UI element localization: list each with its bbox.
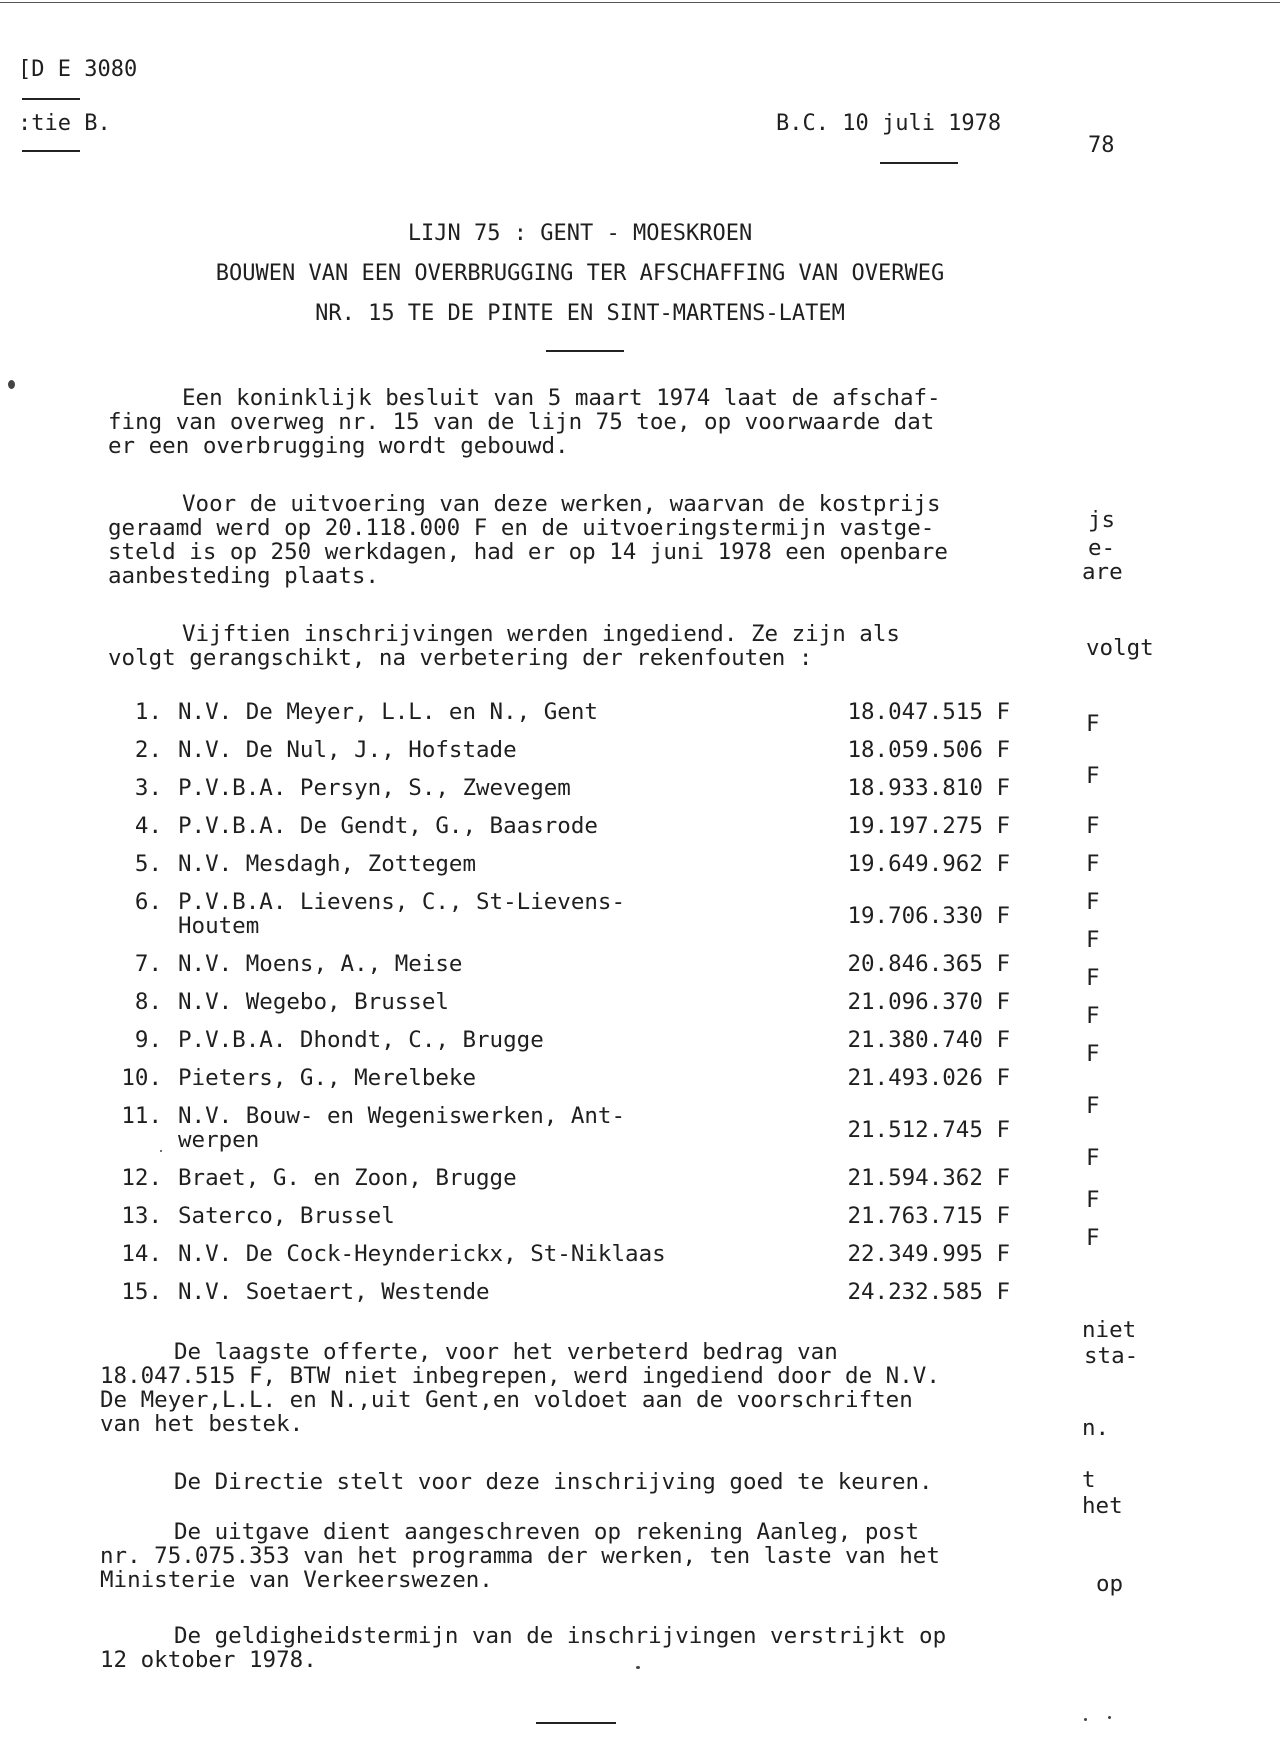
bid-rank: 7. (134, 951, 162, 977)
margin-fragment: t (1082, 1467, 1096, 1493)
bid-amount: 18.059.506 F (847, 737, 1010, 763)
scan-speck (1108, 1716, 1111, 1719)
paragraph-line: nr. 75.075.353 van het programma der werken, ten laste van het (100, 1543, 940, 1569)
bidder-name: N.V. Soetaert, Westende (178, 1279, 490, 1305)
title-line-2: BOUWEN VAN EEN OVERBRUGGING TER AFSCHAFFING VAN OVERWEG (215, 261, 945, 286)
bid-amount: 19.706.330 F (847, 903, 1010, 929)
section-label: :tie B. (18, 111, 111, 136)
scan-speck (160, 1150, 162, 1152)
margin-fragment: js (1088, 507, 1116, 533)
paragraph-line: Ministerie van Verkeerswezen. (100, 1567, 493, 1593)
margin-fragment: F (1086, 1187, 1100, 1213)
bid-rank: 3. (134, 775, 162, 801)
paragraph-line: 12 oktober 1978. (100, 1647, 317, 1673)
bid-rank: 6. (134, 889, 162, 915)
bid-amount: 19.649.962 F (847, 851, 1010, 877)
bidder-name: Braet, G. en Zoon, Brugge (178, 1165, 517, 1191)
bid-rank: 5. (134, 851, 162, 877)
paragraph-line: geraamd werd op 20.118.000 F en de uitvoeringstermijn vastge- (108, 515, 935, 541)
bidder-name: P.V.B.A. De Gendt, G., Baasrode (178, 813, 598, 839)
paragraph-line: 18.047.515 F, BTW niet inbegrepen, werd ingediend door de N.V. (100, 1363, 940, 1389)
margin-fragment: F (1086, 927, 1100, 953)
scan-speck (8, 380, 15, 389)
bidder-name: N.V. Mesdagh, Zottegem (178, 851, 477, 877)
bidder-name: N.V. De Cock-Heynderickx, St-Niklaas (178, 1241, 666, 1267)
margin-fragment: F (1086, 763, 1100, 789)
title-line-1: LIJN 75 : GENT - MOESKROEN (407, 221, 753, 246)
bidder-name: Houtem (178, 913, 260, 939)
bid-rank: 14. (121, 1241, 162, 1267)
margin-fragment: niet (1082, 1317, 1137, 1343)
bidder-name: Pieters, G., Merelbeke (178, 1065, 477, 1091)
paragraph-line: volgt gerangschikt, na verbetering der rekenfouten : (108, 645, 813, 671)
bid-amount: 18.933.810 F (847, 775, 1010, 801)
paragraph-line: De uitgave dient aangeschreven op rekening Aanleg, post (174, 1519, 920, 1545)
bidder-name: N.V. De Nul, J., Hofstade (178, 737, 517, 763)
document-id: [D E 3080 (18, 57, 138, 82)
bid-amount: 21.512.745 F (847, 1117, 1010, 1143)
margin-fragment: F (1086, 1093, 1100, 1119)
bid-rank: 4. (134, 813, 162, 839)
paragraph-line: van het bestek. (100, 1411, 304, 1437)
bid-amount: 19.197.275 F (847, 813, 1010, 839)
bid-rank: 15. (121, 1279, 162, 1305)
margin-fragment: het (1082, 1493, 1123, 1519)
paragraph-line: Vijftien inschrijvingen werden ingediend. Ze zijn als (182, 621, 900, 647)
margin-fragment: n. (1082, 1415, 1110, 1441)
bid-rank: 1. (134, 699, 162, 725)
margin-fragment: e- (1088, 535, 1116, 561)
bidder-name: P.V.B.A. Lievens, C., St-Lievens- (178, 889, 626, 915)
bid-rank: 11. (121, 1103, 162, 1129)
bid-rank: 10. (121, 1065, 162, 1091)
bidder-name: N.V. De Meyer, L.L. en N., Gent (178, 699, 598, 725)
margin-fragment: F (1086, 965, 1100, 991)
header-rule (22, 150, 80, 152)
page-top-edge (0, 2, 1280, 3)
bid-amount: 21.594.362 F (847, 1165, 1010, 1191)
document-date: B.C. 10 juli 1978 (776, 111, 1002, 136)
margin-fragment: F (1086, 1003, 1100, 1029)
bid-rank: 8. (134, 989, 162, 1015)
paragraph-line: Een koninklijk besluit van 5 maart 1974 laat de afschaf- (182, 385, 941, 411)
margin-fragment: sta- (1084, 1343, 1139, 1369)
bid-amount: 22.349.995 F (847, 1241, 1010, 1267)
bid-amount: 21.763.715 F (847, 1203, 1010, 1229)
paragraph-line: Voor de uitvoering van deze werken, waarvan de kostprijs (182, 491, 941, 517)
bid-rank: 13. (121, 1203, 162, 1229)
paragraph-line: er een overbrugging wordt gebouwd. (108, 433, 569, 459)
paragraph-line: De Directie stelt voor deze inschrijving goed te keuren. (174, 1469, 933, 1495)
bid-rank: 2. (134, 737, 162, 763)
title-line-3: NR. 15 TE DE PINTE EN SINT-MARTENS-LATEM (315, 301, 845, 326)
paragraph-line: De laagste offerte, voor het verbeterd bedrag van (174, 1339, 838, 1365)
margin-fragment: F (1086, 813, 1100, 839)
bid-amount: 21.380.740 F (847, 1027, 1010, 1053)
margin-fragment: F (1086, 1041, 1100, 1067)
margin-fragment: are (1082, 559, 1123, 585)
bid-amount: 20.846.365 F (847, 951, 1010, 977)
bid-amount: 24.232.585 F (847, 1279, 1010, 1305)
page-number: 78 (1088, 133, 1115, 158)
bidder-name: P.V.B.A. Persyn, S., Zwevegem (178, 775, 571, 801)
paragraph-line: steld is op 250 werkdagen, had er op 14 juni 1978 een openbare (108, 539, 948, 565)
bidder-name: werpen (178, 1127, 260, 1153)
paragraph-line: De Meyer,L.L. en N.,uit Gent,en voldoet aan de voorschriften (100, 1387, 913, 1413)
bidder-name: P.V.B.A. Dhondt, C., Brugge (178, 1027, 544, 1053)
footer-rule (536, 1722, 616, 1724)
paragraph-line: fing van overweg nr. 15 van de lijn 75 toe, op voorwaarde dat (108, 409, 935, 435)
bidder-name: Saterco, Brussel (178, 1203, 395, 1229)
bidder-name: N.V. Moens, A., Meise (178, 951, 463, 977)
margin-fragment: op (1096, 1571, 1124, 1597)
margin-fragment: F (1086, 711, 1100, 737)
scan-speck (636, 1666, 640, 1669)
bidder-name: N.V. Bouw- en Wegeniswerken, Ant- (178, 1103, 626, 1129)
margin-fragment: F (1086, 889, 1100, 915)
margin-fragment: F (1086, 851, 1100, 877)
bid-rank: 12. (121, 1165, 162, 1191)
bid-amount: 21.493.026 F (847, 1065, 1010, 1091)
margin-fragment: F (1086, 1225, 1100, 1251)
bidder-name: N.V. Wegebo, Brussel (178, 989, 449, 1015)
margin-fragment: F (1086, 1145, 1100, 1171)
bid-rank: 9. (134, 1027, 162, 1053)
bid-amount: 18.047.515 F (847, 699, 1010, 725)
paragraph-line: aanbesteding plaats. (108, 563, 379, 589)
date-underline (880, 162, 958, 164)
title-rule (546, 350, 624, 352)
margin-fragment: volgt (1086, 635, 1154, 661)
header-rule (22, 98, 80, 100)
paragraph-line: De geldigheidstermijn van de inschrijvingen verstrijkt op (174, 1623, 947, 1649)
bid-amount: 21.096.370 F (847, 989, 1010, 1015)
scan-speck (1084, 1718, 1087, 1721)
